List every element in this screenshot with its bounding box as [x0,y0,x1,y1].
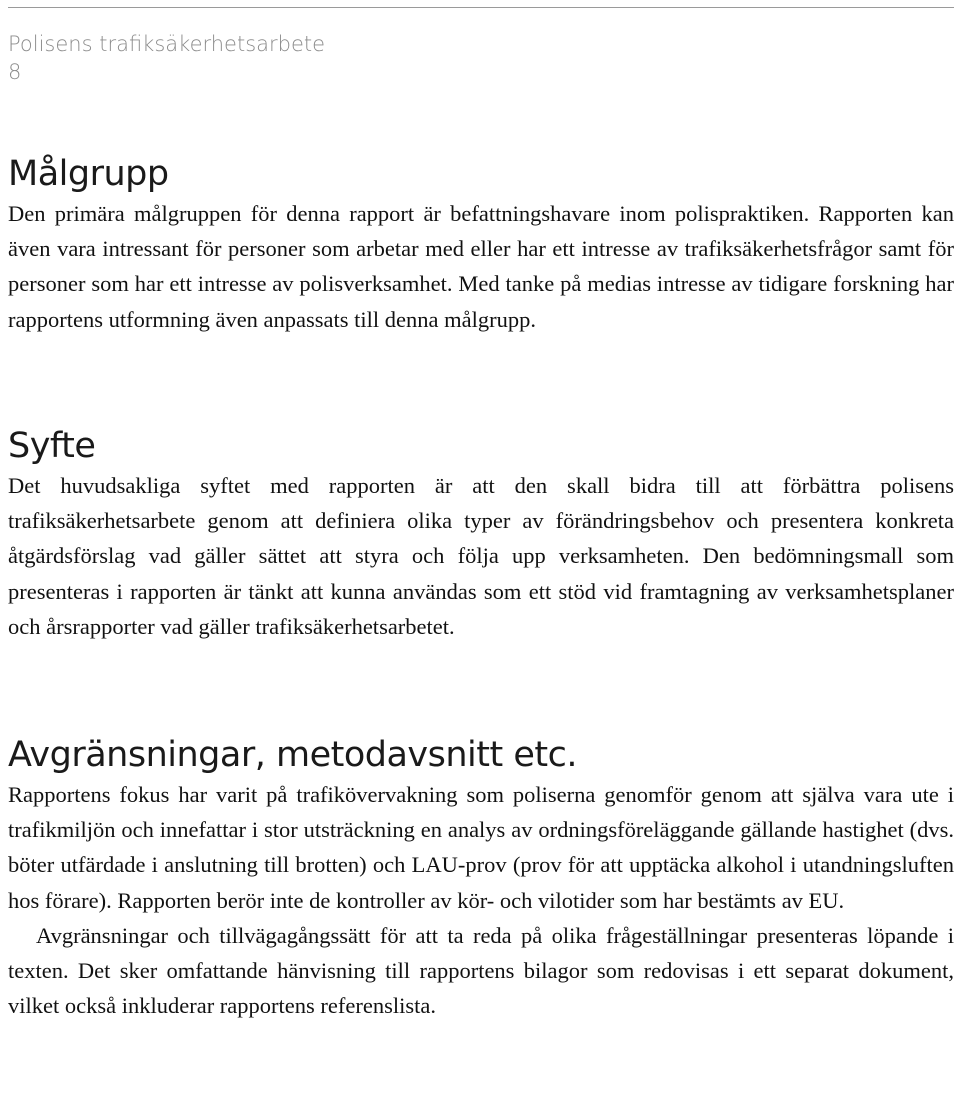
page-number: 8 [8,60,22,84]
section-paragraph: Den primära målgruppen för denna rapport är befattningshavare inom polispraktiken. Rapporten kan även vara intressant för personer som arbetar med eller har ett intresse av trafiksäkerhetsfrågor samt för personer som har ett intresse av polisverksamhet. Med tanke på medias intresse av tidigare forskning har rapportens utformning även anpassats till denna målgrupp. [8,201,954,332]
running-header [8,30,325,86]
section-syfte [8,424,954,644]
section-malgrupp [8,152,954,337]
section-paragraph: Det huvudsakliga syftet med rapporten är att den skall bidra till att förbättra polisens trafiksäkerhetsarbete genom att definiera olika typer av förändringsbehov och presentera konkreta åtgärdsförslag vad gäller sättet att styra och följa upp verksamheten. Den bedömningsmall som presenteras i rapporten är tänkt att kunna användas som ett stöd vid framtagning av verksamhetsplaner och årsrapporter vad gäller trafiksäkerhetsarbetet. [8,473,954,639]
running-header-title: Polisens trafiksäkerhetsarbete [8,32,326,56]
section-heading: Syfte [8,426,96,466]
section-paragraph: Rapportens fokus har varit på trafikövervakning som poliserna genomför genom att själva vara ute i trafikmiljön och innefattar i stor utsträckning en analys av ordningsföreläggande gällande hastighet (dvs. böter utfärdade i anslutning till brotten) och LAU-prov (prov för att upptäcka alkohol i utandningsluften hos förare). Rapporten berör inte de kontroller av kör- och vilotider som har bestämts av EU. [8,782,954,913]
section-paragraph: Avgränsningar och tillvägagångssätt för att ta reda på olika frågeställningar presenteras löpande i texten. Det sker omfattande hänvisning till rapportens bilagor som redovisas i ett separat dokument, vilket också inkluderar rapportens referenslista. [8,922,954,1019]
section-heading: Målgrupp [8,154,169,194]
document-page [8,0,954,1100]
section-avgransningar [8,733,954,1023]
section-heading: Avgränsningar, metodavsnitt etc. [8,735,577,775]
top-rule [8,7,954,8]
